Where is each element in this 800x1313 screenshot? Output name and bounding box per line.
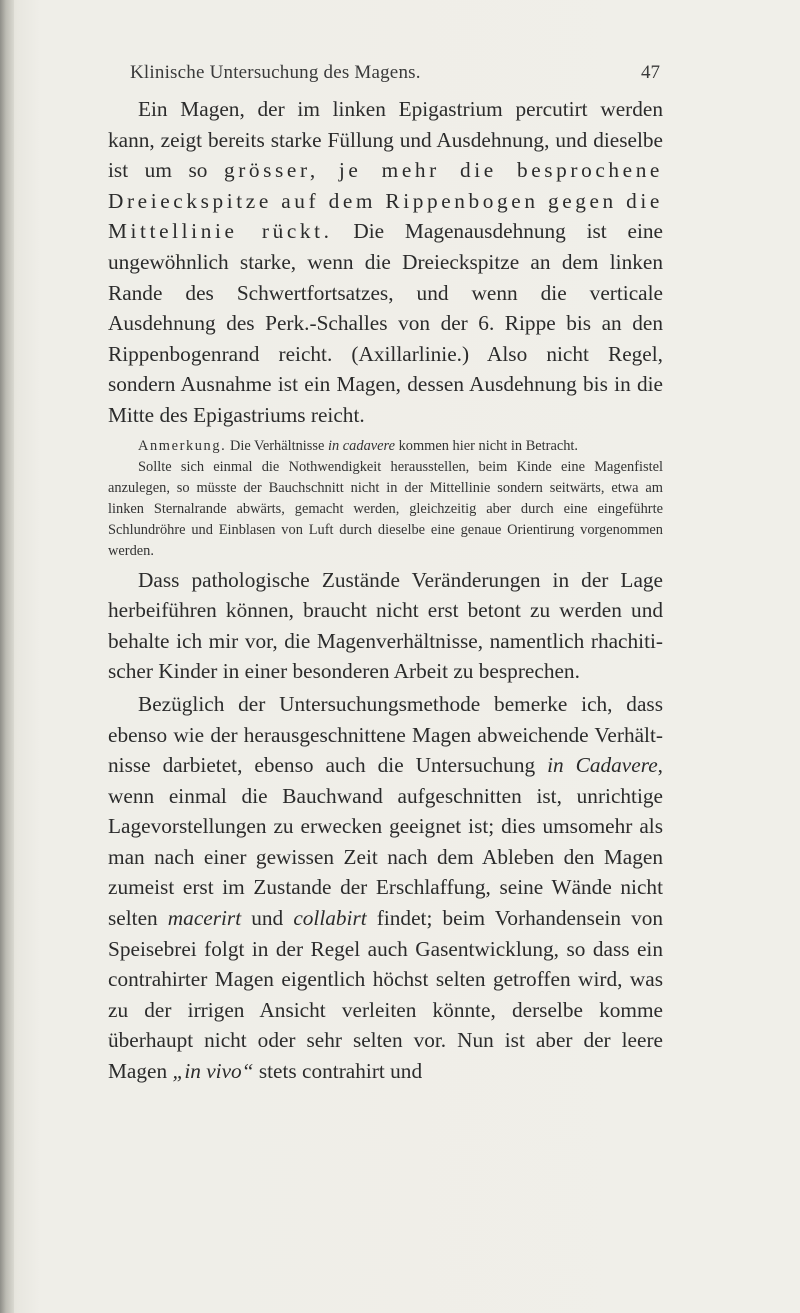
footnote-block bbox=[108, 436, 663, 562]
body-text bbox=[108, 94, 663, 1087]
note-text: kommen hier nicht in Betracht. bbox=[395, 437, 579, 454]
italic-term: macerirt bbox=[167, 906, 242, 931]
paragraph-untersuchungsmethode bbox=[108, 689, 663, 1087]
note-text: Die Verhältnisse bbox=[226, 437, 328, 454]
note-italic: in cadavere bbox=[328, 437, 395, 454]
spaced-emphasis: grösser, je mehr die besprochene Dreieckspitze auf dem Rippenbogen gegen die Mittellinie rückt. bbox=[108, 158, 663, 244]
page-number: 47 bbox=[641, 62, 660, 83]
paragraph-pathologische-zustaende: Dass pathologische Zustände Veränderungen in der Lage herbeiführen können, braucht nicht erst betont zu werden und behalte ich mir vor, die Magenverhältnisse, namentlich rhachitischer Kinder in einer besonderen Arbeit zu besprechen. bbox=[108, 567, 663, 684]
note-magenfistel: Sollte sich einmal die Nothwendigkeit herausstellen, beim Kinde eine Magenfistel anzulegen, so müsste der Bauchschnitt nicht in der Mittellinie sondern seitwärts, etwa am linken Sternalrande abwärts, gemacht werden, gleichzeitig aber durch eine eingeführte Schlundröhre und Einblasen von Luft durch dieselbe eine genaue Orientirung vorgenommen werden. bbox=[108, 458, 663, 559]
paragraph-text: stets contrahirt und bbox=[253, 1059, 423, 1084]
book-spine bbox=[0, 0, 14, 1313]
paragraph-text: Bezüglich der Untersuchungsmethode bemerke ich, dass ebenso wie der herausgeschnittene Magen abweichende Verhältnisse darbietet, ebenso auch die Untersuchung bbox=[108, 691, 663, 778]
italic-term: collabirt bbox=[293, 906, 367, 931]
italic-term: in Cadavere bbox=[547, 753, 658, 778]
note-anmerkung bbox=[108, 436, 663, 457]
italic-term: „in vivo“ bbox=[172, 1059, 254, 1084]
paragraph-text: findet; beim Vorhandensein von Speisebrei folgt in der Regel auch Gasentwicklung, so dass ein contrahirter Magen eigentlich höchst selten getroffen wird, was zu der irrigen Ansicht verleiten könnte, derselbe komme überhaupt nicht oder sehr selten vor. Nun ist aber der leere Magen bbox=[108, 906, 664, 1084]
running-title: Klinische Untersuchung des Magens. bbox=[130, 62, 421, 83]
paragraph-text: Ein Magen, der im linken Epigastrium percutirt werden kann, zeigt bereits starke Füllung und Ausdehnung, und dieselbe ist um so bbox=[108, 97, 663, 183]
paragraph-text: Die Magenausdehnung ist eine ungewöhnlich starke, wenn die Dreieckspitze an dem linken Rande des Schwertfortsatzes, und wenn die verticale Ausdehnung des Perk.-Schalles von der 6. Rippe bis an den Rippenbogenrand reicht. (Axillarlinie.) Also nicht Regel, sondern Ausnahme ist ein Magen, dessen Ausdehnung bis in die Mitte des Epigastriums reicht. bbox=[108, 219, 663, 427]
paragraph-text: und bbox=[241, 906, 294, 931]
paragraph-text: , wenn einmal die Bauchwand aufgeschnitten ist, unrichtige Lagevorstellungen zu erwecken geeignet ist; dies umsomehr als man nach einer gewissen Zeit nach dem Ableben den Magen zumeist erst im Zustande der Erschlaffung, seine Wände nicht selten bbox=[108, 753, 663, 931]
paragraph-magen-ausdehnung bbox=[108, 94, 663, 431]
running-header bbox=[130, 62, 660, 88]
note-label: Anmerkung. bbox=[138, 437, 227, 454]
